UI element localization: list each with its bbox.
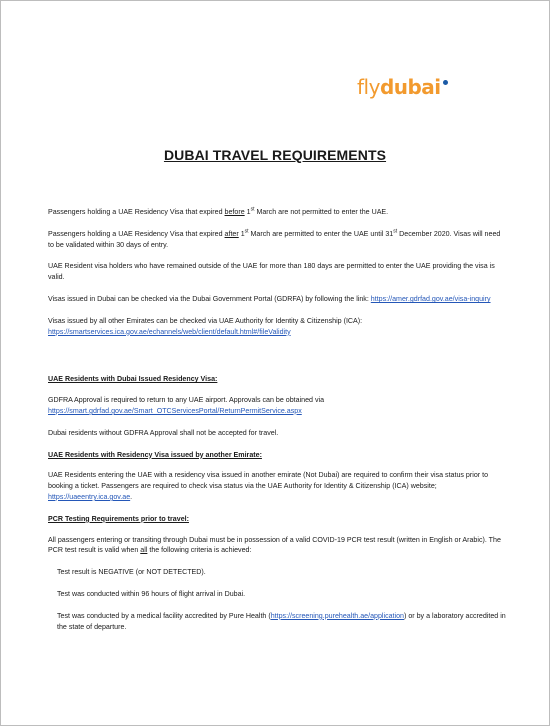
text-span: 1	[244, 208, 251, 216]
emphasis-after: after	[224, 229, 239, 238]
purehealth-link[interactable]: https://screening.purehealth.ae/application	[270, 611, 404, 620]
paragraph-no-approval: Dubai residents without GDFRA Approval shall not be accepted for travel.	[48, 428, 279, 437]
criteria-accredited-facility	[48, 611, 508, 633]
ica-file-validity-link[interactable]: https://smartservices.ica.gov.ae/echannels/web/client/default.html#/fileValidity	[48, 327, 291, 336]
text-span: Visas issued in Dubai can be checked via the Dubai Government Portal (GDRFA) by following the link:	[48, 294, 371, 303]
text-span: GDFRA Approval is required to return to any UAE airport. Approvals can be obtained via	[48, 396, 325, 405]
flydubai-logo	[357, 75, 448, 99]
ordinal-suffix: st	[250, 206, 255, 213]
text-span: March are permitted to enter the UAE until 31	[248, 229, 394, 238]
text-span: March are not permitted to enter the UAE.	[254, 208, 389, 216]
text-span: ) or by a laboratory accredited in the state of departure.	[57, 611, 506, 631]
ordinal-suffix: st	[244, 228, 249, 235]
paragraph-gdfra-approval	[48, 395, 508, 417]
ordinal-suffix: st	[393, 228, 398, 235]
logo-dot-icon	[443, 80, 448, 85]
text-span: Passengers holding a UAE Residency Visa that expired	[48, 229, 225, 238]
text-span: Visas issued by all other Emirates can be checked via UAE Authority for Identity & Citizenship (ICA):	[48, 316, 363, 325]
emphasis-before: before	[224, 208, 245, 216]
logo-fly-text: fly	[357, 75, 380, 99]
logo-dubai-text: dubai	[379, 75, 441, 99]
heading-dubai-residents: UAE Residents with Dubai Issued Residency Visa:	[48, 375, 218, 384]
heading-pcr-requirements: PCR Testing Requirements prior to travel:	[48, 514, 189, 523]
text-span: UAE Residents entering the UAE with a residency visa issued in another emirate (Not Dubai) are required to confirm their visa status prior to booking a ticket. Passengers are required to check visa status via the UAE Authority for Identity & Citizenship (ICA) website;	[48, 471, 489, 491]
text-span: December 2020. Visas will need to be validated within 30 days of entry.	[48, 229, 501, 249]
paragraph-gdrfa-check	[48, 294, 508, 305]
return-permit-link[interactable]: https://smart.gdrfad.gov.ae/Smart_OTCServicesPortal/ReturnPermitService.aspx	[48, 406, 302, 415]
uaeentry-link[interactable]: https://uaeentry.ica.gov.ae	[48, 492, 131, 501]
criteria-negative-result: Test result is NEGATIVE (or NOT DETECTED).	[57, 568, 206, 577]
paragraph-pcr-intro	[48, 535, 508, 557]
text-span: 1	[238, 229, 245, 238]
text-span: Test was conducted by a medical facility accredited by Pure Health (	[57, 611, 271, 620]
gdrfa-visa-inquiry-link[interactable]: https://amer.gdrfad.gov.ae/visa-inquiry	[370, 294, 491, 303]
text-span: .	[130, 492, 133, 501]
paragraph-expired-after	[48, 229, 508, 251]
page-title: DUBAI TRAVEL REQUIREMENTS	[163, 147, 387, 163]
paragraph-ica-check	[48, 316, 508, 338]
paragraph-expired-before	[48, 207, 508, 218]
paragraph-other-emirate	[48, 470, 508, 502]
text-span: All passengers entering or transiting through Dubai must be in possession of a valid COVID-19 PCR test result (written in English or Arabic). The PCR test result is valid when	[48, 535, 501, 555]
heading-other-emirate-residents: UAE Residents with Residency Visa issued by another Emirate:	[48, 450, 262, 459]
criteria-96-hours: Test was conducted within 96 hours of flight arrival in Dubai.	[57, 589, 246, 598]
document-body	[48, 207, 508, 643]
emphasis-all: all	[140, 546, 148, 555]
spacer	[48, 348, 508, 374]
text-span: the following criteria is achieved:	[147, 546, 252, 555]
text-span: Passengers holding a UAE Residency Visa that expired	[48, 208, 225, 216]
paragraph-180-days: UAE Resident visa holders who have remained outside of the UAE for more than 180 days are permitted to enter the UAE providing the visa is valid.	[48, 262, 495, 282]
